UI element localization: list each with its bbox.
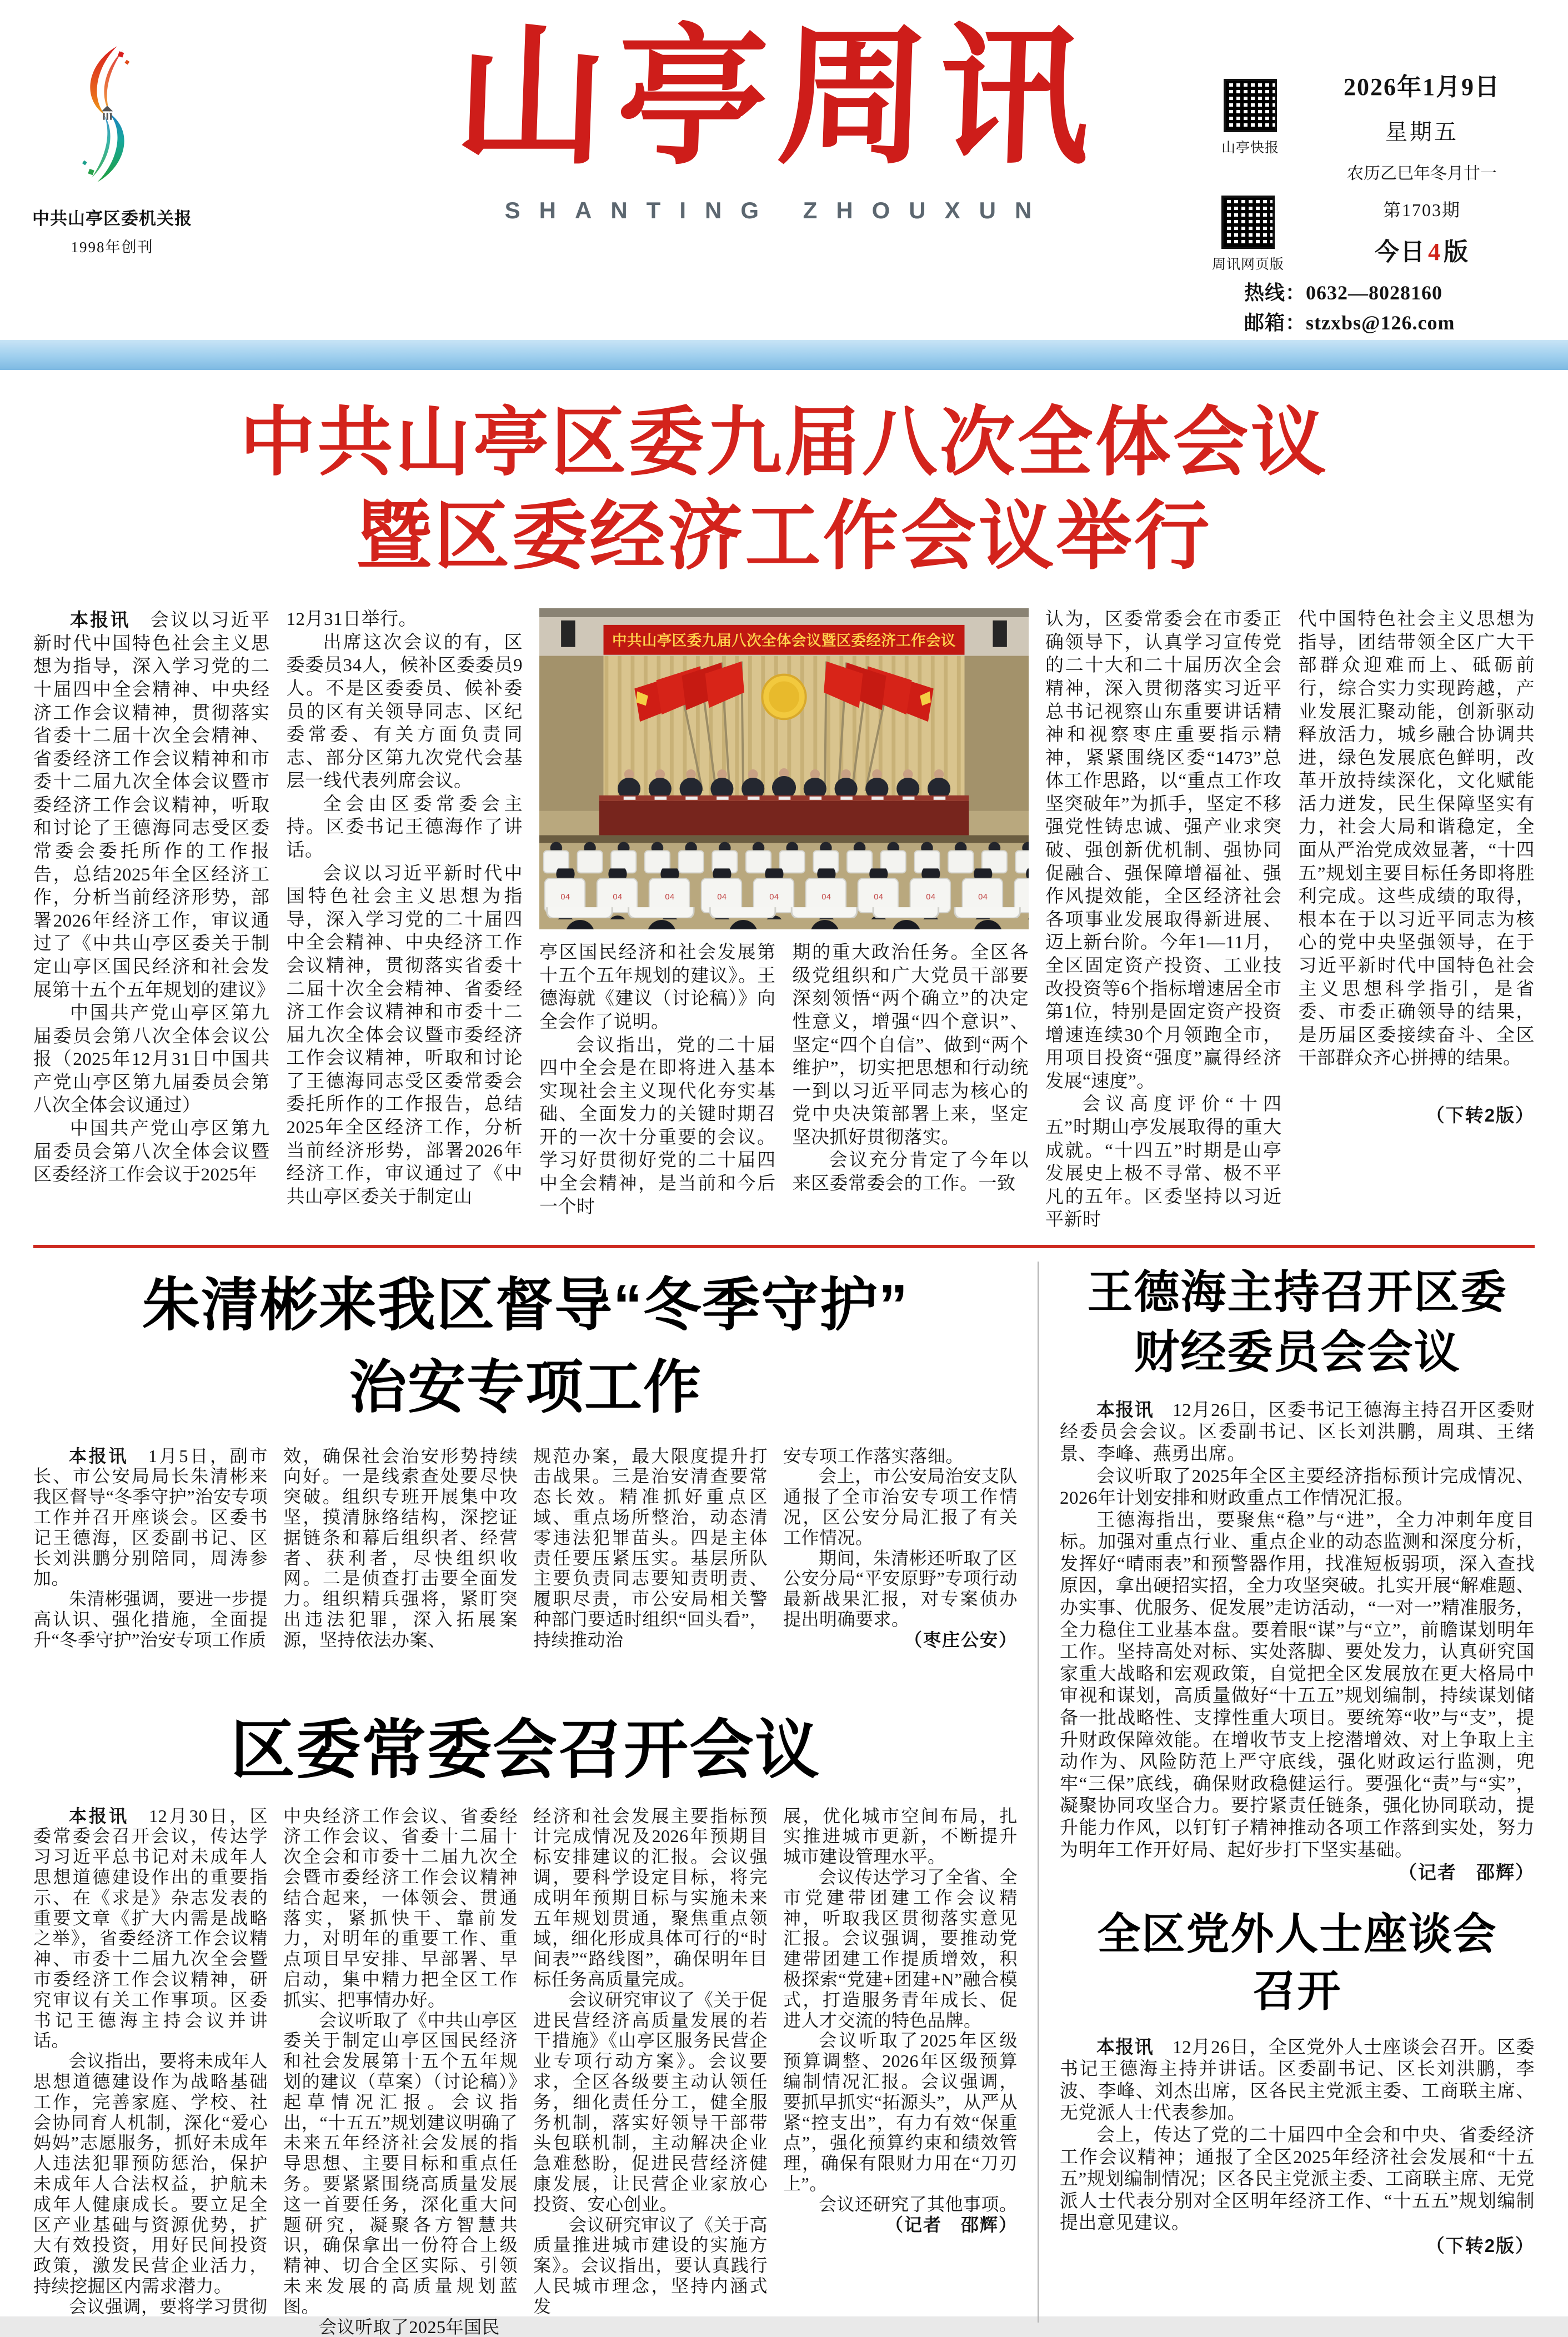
article-paragraph: （记者 邵辉） (1399, 1862, 1535, 1883)
article-paragraph: （下转2版） (1426, 2235, 1535, 2256)
org-line: 中共山亭区委机关报 (32, 209, 192, 228)
dateline: 本报讯 (1096, 1399, 1154, 1420)
hotline: 热线：0632—8028160 (1244, 282, 1443, 304)
article-paragraph: 中央经济工作会议、省委经济工作会议、省委十二届十次全会和市委十二届九次全会暨市委经济工作会议精神结合起来，一体领会、贯通落实，紧抓快干、靠前发力，对明年的重要工作、重点项目早安排、早部署、早启动，集中精力把全区工作抓实、把事情办好。 (283, 1805, 518, 2010)
article-column (783, 1446, 1018, 1693)
article-paragraph: 会议还研究了其他事项。 (819, 2194, 1018, 2214)
svg-text:中共山亭区委九届八次全体会议暨区委经济工作会议: 中共山亭区委九届八次全体会议暨区委经济工作会议 (612, 632, 956, 649)
article-paragraph: 期的重大政治任务。全区各级党组织和广大党员干部要深刻领悟“两个确立”的决定性意义，增强“四个意识”、坚定“四个自信”、做到“两个维护”，切实把思想和行动统一到以习近平同志为核心的党中央决策部署上来，坚定坚决抓好贯彻落实。 (792, 943, 1029, 1148)
article-paragraph: 亭区国民经济和社会发展第十五个五年规划的建议》。王德海就《建议（讨论稿）》向全会作了说明。 (539, 943, 776, 1032)
qr-code-icon (1224, 79, 1277, 132)
article-paragraph: 会议传达学习了全省、全市党建带团建工作会议精神，听取我区贯彻落实意见汇报。会议强调，要推动党建带团建工作提质增效，积极探索“党建+团建+N”融合模式，打造服务青年成长、促进人才交流的特色品牌。 (783, 1866, 1018, 2030)
article-paragraph: 王德海指出，要聚焦“稳”与“进”，全力冲刺年度目标。加强对重点行业、重点企业的动态监测和深度分析，发挥好“晴雨表”和预警器作用，找准短板弱项，深入查找原因，拿出硬招实招，全力攻坚突破。扎实开展“解难题、办实事、优服务、促发展”走访活动，“一对一”精准服务，全力稳住工业基本盘。要着眼“谋”与“立”，前瞻谋划明年工作。坚持高处对标、实处落脚、要处发力，认真研究国家重大战略和宏观政策，自觉把全区发展放在更大格局中审视和谋划，高质量做好“十五五”规划编制，持续谋划储备一批战略性、支撑性重大项目。要统筹“收”与“支”，提升财政保障效能。在增收节支上挖潜增效、对上争取上主动作为、风险防范上严守底线，强化财政运行监测，兜牢“三保”底线，确保财政稳健运行。要强化“责”与“实”，凝聚协同攻坚合力。要拧紧责任链条，强化协同联动，提升能力作风，以钉钉子精神推动各项工作落到实处，努力为明年工作开好局、起好步打下坚实基础。 (1060, 1510, 1535, 1860)
contact-block (1244, 278, 1544, 338)
finance-headline: 王德海主持召开区委 财经委员会会议 (1087, 1267, 1507, 1378)
qr-item-kuaibao (1214, 79, 1286, 157)
article-paragraph: 本报讯 12月30日，区委常委会召开会议，传达学习习近平总书记对未成年人思想道德建设作出的重要指示、在《求是》杂志发表的重要文章《扩大内需是战略之举》，省委经济工作会议精神、市委十二届九次全会暨市委经济工作会议精神，研究审议有关工作事项。区委书记王德海主持会议并讲话。 (33, 1805, 268, 2051)
article-paragraph: （下转2版） (1426, 1104, 1535, 1125)
article-paragraph: 全会由区委常委会主持。区委书记王德海作了讲话。 (286, 794, 523, 861)
article-paragraph: 会议指出，党的二十届四中全会是在即将进入基本实现社会主义现代化夯实基础、全面发力的关键时期召开的一次十分重要的会议。学习好贯彻好党的二十届四中全会精神，是当前和今后一个时 (539, 1035, 776, 1217)
article-paragraph: 会上，传达了党的二十届四中全会和中央、省委经济工作会议精神；通报了全区2025年经济社会发展和“十五五”规划编制情况；区各民主党派主委、工商联主席、无党派人士代表分别对全区明年经济工作、“十五五”规划编制提出意见建议。 (1060, 2125, 1535, 2234)
article-paragraph: 中国共产党山亭区第九届委员会第八次全体会议暨区委经济工作会议于2025年 (33, 1118, 270, 1185)
qr-label: 山亭快报 (1221, 141, 1279, 156)
pages-today: 今日4版 (1375, 238, 1469, 266)
article-paragraph: 代中国特色社会主义思想为指导，团结带领全区广大干部群众迎难而上、砥砺前行，综合实力实现跨越，产业发展汇聚动能，创新驱动释放活力，城乡融合协调共进，绿色发展底色鲜明，改革开放持续深化，文化赋能活力迸发，民生保障坚实有力，社会大局和谐稳定，全面从严治党成效显著，“十四五”规划主要目标任务即将胜利完成。这些成绩的取得，根本在于以习近平同志为核心的党中央坚强领导，在于习近平新时代中国特色社会主义思想科学指引，是省委、市委正确领导的结果，是历届区委接续奋斗、全区干部群众齐心拼搏的结果。 (1298, 609, 1535, 1069)
date-block (1305, 67, 1539, 267)
article-paragraph: 会上，市公安局治安支队通报了全市治安专项工作情况，区公安分局汇报了有关工作情况。 (783, 1466, 1018, 1548)
article-paragraph: 中国共产党山亭区第九届委员会第八次全体会议公报（2025年12月31日中国共产党山亭区第九届委员会第八次全体会议通过） (33, 1003, 270, 1116)
section-divider (33, 1245, 1535, 1248)
article-paragraph: 会议听取了《中共山亭区委关于制定山亭区国民经济和社会发展第十五个五年规划的建议（草案）（讨论稿）》起草情况汇报。会议指出，“十五五”规划建议明确了未来五年经济社会发展的指导思想、主要目标和重点任务。要紧紧围绕高质量发展这一首要任务，深化重大问题研究，凝聚各方智慧共识，确保拿出一份符合上级精神、切合全区实际、引领未来发展的高质量规划蓝图。 (283, 2010, 518, 2316)
article-column (793, 942, 1029, 1230)
article-column (33, 608, 275, 1230)
article-paragraph: 期间，朱清彬还听取了区公安分局“平安原野”专项行动最新战果汇报，对专案侦办提出明确要求。 (783, 1548, 1018, 1629)
dateline: 本报讯 (69, 1445, 129, 1466)
article-paragraph: 会议指出，要将未成年人思想道德建设作为战略基础工作，完善家庭、学校、社会协同育人机制，深化“爱心妈妈”志愿服务，抓好未成年人违法犯罪预防惩治，保护未成年人合法权益，护航未成年人健康成长。要立足全区产业基础与资源优势，扩大有效投资，用好民间投资政策，激发民营企业活力，持续挖掘区内需求潜力。 (33, 2051, 268, 2296)
article-column (283, 1446, 518, 1693)
pavilion-icon (102, 106, 113, 120)
police-headline: 朱清彬来我区督导“冬季守护” 治安专项工作 (142, 1273, 909, 1420)
article-column (283, 1805, 518, 2337)
article-paragraph: 会议听取了2025年国民 (319, 2316, 500, 2337)
consultation-article-body (1060, 2036, 1535, 2323)
article-paragraph: 展，优化城市空间布局，扎实推进城市更新，不断提升城市建设管理水平。 (783, 1805, 1018, 1867)
standing-committee-article-body (33, 1805, 1018, 2337)
conference-photo-illustration (539, 608, 1029, 929)
article-paragraph: 出席这次会议的有，区委委员34人，候补区委委员9人。不是区委委员、候补委员的区有关领导同志、区纪委常委、有关方面负责同志、部分区第九次党代会基层一线代表列席会议。 (286, 632, 523, 792)
lower-right-section (1038, 1262, 1535, 2322)
publish-date: 2026年1月9日 (1344, 73, 1500, 101)
article-paragraph: 会议听取了2025年全区主要经济指标预计完成情况、2026年计划安排和财政重点工作情况汇报。 (1060, 1466, 1535, 1509)
qr-item-webpage (1212, 196, 1284, 273)
article-paragraph: 会议研究审议了《关于促进民营经济高质量发展的若干措施》《山亭区服务民营企业专项行动方案》。会议要求，全区各级要主动认领任务，细化责任分工，健全服务机制，落实好领导干部带头包联机制，主动解决企业急难愁盼，促进民营经济健康发展，让民营企业家放心投资、安心创业。 (533, 1989, 768, 2214)
masthead-divider-band (0, 340, 1568, 370)
consultation-headline: 全区党外人士座谈会 召开 (1097, 1909, 1497, 2015)
conference-photo (539, 608, 1029, 942)
newspaper-pinyin: SHANTING ZHOUXUN (504, 197, 1051, 223)
founded-line: 1998年创刊 (71, 239, 154, 256)
article-column (1299, 608, 1535, 1230)
newspaper-title: 山亭周讯 (452, 15, 1103, 182)
newspaper-logo (71, 43, 143, 185)
article-paragraph: 安专项工作落实落细。 (783, 1445, 964, 1466)
article-paragraph: 效，确保社会治安形势持续向好。一是线索查处要尽快突破。组织专班开展集中攻坚，摸清脉络结构，深挖证据链条和幕后组织者、经营者、获利者，尽快组织收网。二是侦查打击要全面发力。组织精兵强将，紧盯突出违法犯罪，深入拓展案源，坚持依法办案、 (283, 1445, 518, 1650)
article-paragraph: 会议充分肯定了今年以来区委常委会的工作。一致 (792, 1150, 1029, 1194)
dateline: 本报讯 (70, 609, 131, 630)
dateline: 本报讯 (69, 1805, 129, 1826)
weekday: 星期五 (1385, 119, 1459, 144)
qr-label: 周讯网页版 (1212, 257, 1285, 272)
qr-code-icon (1221, 196, 1275, 249)
article-paragraph: 会议研究审议了《关于高质量推进城市建设的实施方案》。会议指出，要认真践行人民城市理念，坚持内涵式发 (533, 2214, 768, 2316)
article-column (1045, 608, 1282, 1230)
article-column (783, 1806, 1018, 2323)
article-paragraph: （枣庄公安） (904, 1629, 1018, 1650)
audience-row-near (539, 907, 1029, 929)
article-paragraph: 本报讯 1月5日，副市长、市公安局局长朱清彬来我区督导“冬季守护”治安专项工作并召开座谈会。区委书记王德海，区委副书记、区长刘洪鹏分别陪同，周涛参加。 (33, 1445, 268, 1589)
article-column (287, 608, 523, 1230)
masthead (0, 0, 1568, 340)
article-paragraph: 朱清彬强调，要进一步提高认识、强化措施，全面提升“冬季守护”治安专项工作质 (33, 1589, 268, 1650)
article-paragraph: 会议听取了2025年区级预算调整、2026年区级预算编制情况汇报。会议强调，要抓早抓实“拓源头”，从严从紧“控支出”，有力有效“保重点”，强化预算约束和绩效管理，确保有限财力用在“刀刃上”。 (783, 2030, 1018, 2194)
article-column (533, 1446, 768, 1693)
article-column (539, 942, 776, 1230)
finance-article-body (1060, 1399, 1535, 1884)
article-paragraph: （记者 邵辉） (885, 2214, 1018, 2235)
article-column (533, 1806, 768, 2323)
article-paragraph: 规范办案，最大限度提升打击战果。三是治安清查要常态长效。精准抓好重点区域、重点场所整治，动态清零违法犯罪苗头。四是主体责任要压紧压实。基层所队主要负责同志要知责明责、履职尽责，市公安局相关警种部门要适时组织“回头看”，持续推动治 (533, 1445, 768, 1650)
article-paragraph: 会议以习近平新时代中国特色社会主义思想为指导，深入学习党的二十届四中全会精神、中央经济工作会议精神，贯彻落实省委十二届十次全会精神、省委经济工作会议精神和市委十二届九次全体会议暨市委经济工作会议精神，听取和讨论了王德海同志受区委常委会委托所作的工作报告，总结2025年全区经济工作，分析当前经济形势，部署2026年经济工作，审议通过了《中共山亭区委关于制定山 (286, 863, 523, 1207)
article-paragraph: 会议高度评价“十四五”时期山亭发展取得的重大成就。“十四五”时期是山亭发展史上极不寻常、极不平凡的五年。区委坚持以习近平新时 (1045, 1094, 1282, 1230)
article-paragraph: 认为，区委常委会在市委正确领导下，认真学习宣传党的二十大和二十届历次全会精神，深入贯彻落实习近平总书记视察山东重要讲话精神和视察枣庄重要指示精神，紧紧围绕区委“1473”总体工作思路，以“重点工作攻坚突破年”为抓手，坚定不移强党性铸忠诚、强产业求突破、强创新优机制、强协同促融合、强保障增福祉、强作风提效能，全区经济社会各项事业发展取得新进展、迈上新台阶。今年1—11月，全区固定资产投资、工业技改投资等6个指标增速居全市第1位，特别是固定资产投资增速连续30个月领跑全市，用项目投资“强度”赢得经济发展“速度”。 (1045, 609, 1282, 1092)
standing-committee-headline: 区委常委会召开会议 (231, 1713, 820, 1786)
issue-number: 第1703期 (1382, 200, 1461, 220)
article-column (33, 1806, 268, 2323)
police-article-body (33, 1446, 1018, 1693)
dateline: 本报讯 (1096, 2036, 1154, 2057)
article-paragraph: 经济和社会发展主要指标预计完成情况及2026年预期目标安排建议的汇报。会议强调，要科学设定目标，将完成明年预期目标与实施未来五年规划贯通，聚焦重点领域，细化形成具体可行的“时间表”“路线图”，确保明年目标任务高质量完成。 (533, 1805, 768, 1989)
email: 邮箱：stzxbs@126.com (1244, 312, 1455, 334)
lower-left-section (33, 1262, 1018, 2337)
article-paragraph: 本报讯 12月26日，区委书记王德海主持召开区委财经委员会会议。区委副书记、区长刘洪鹏，周琪、王绪景、李峰、燕勇出席。 (1060, 1399, 1535, 1464)
lead-headline: 中共山亭区委九届八次全体会议 暨区委经济工作会议举行 (239, 400, 1329, 578)
lunar-date: 农历乙巳年冬月廿一 (1347, 164, 1497, 183)
lead-article-body (33, 608, 1535, 1230)
article-paragraph: 12月31日举行。 (286, 609, 417, 630)
article-paragraph: 会议强调，要将学习贯彻 (69, 2296, 268, 2316)
pages-count: 4 (1428, 238, 1441, 266)
article-column (33, 1446, 268, 1693)
article-paragraph: 本报讯 12月26日，全区党外人士座谈会召开。区委书记王德海主持并讲话。区委副书记、区长刘洪鹏，李波、李峰、刘杰出席，区各民主党派主委、工商联主席、无党派人士代表参加。 (1060, 2036, 1535, 2124)
article-paragraph: 本报讯 会议以习近平新时代中国特色社会主义思想为指导，深入学习党的二十届四中全会精神、中央经济工作会议精神，贯彻落实省委十二届十次全会精神、省委经济工作会议精神和市委十二届九次全体会议暨市委经济工作会议精神，听取和讨论了王德海同志受区委常委会委托所作的工作报告，总结2025年全区经济工作，分析当前经济形势，部署2026年经济工作，审议通过了《中共山亭区委关于制定山亭区国民经济和社会发展第十五个五年规划的建议》 (33, 609, 275, 1000)
